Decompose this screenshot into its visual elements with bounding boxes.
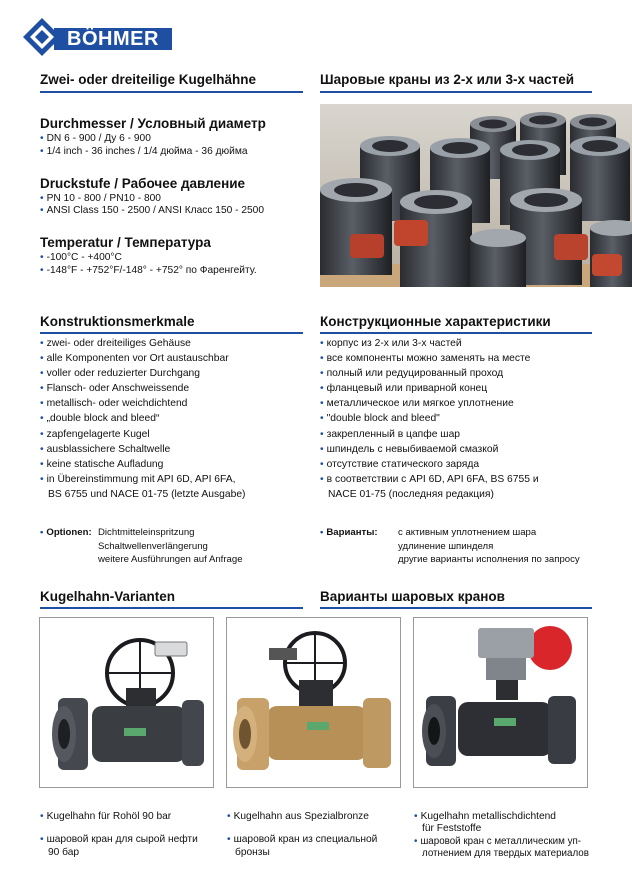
spec-item: • PN 10 - 800 / PN10 - 800 <box>40 192 161 204</box>
boehmer-logo <box>22 17 159 59</box>
list-item: • zwei- oder dreiteiliges Gehäuse <box>40 338 191 349</box>
spec-item: • ANSI Class 150 - 2500 / ANSI Класс 150 - 2500 <box>40 205 265 217</box>
list-item: • metallisch- oder weichdichtend <box>40 398 188 410</box>
option-item: Dichtmitteleinspritzung <box>98 527 195 538</box>
list-item: • ausblassichere Schaltwelle <box>40 443 171 455</box>
variants-rule-right <box>320 607 592 609</box>
spec-item: • 1/4 inch - 36 inches / 1/4 дюйма - 36 дюйма <box>40 145 248 157</box>
features-rule-right <box>320 332 592 334</box>
options-label-de: Optionen: <box>46 527 92 538</box>
features-title-ru: Конструкционные характеристики <box>320 314 551 329</box>
list-item: • Flansch- oder Anschweissende <box>40 383 190 395</box>
option-item: с активным уплотнением шара <box>398 527 537 538</box>
variant-caption-2 <box>227 811 402 859</box>
variant-caption-3 <box>414 811 599 861</box>
options-de: • Optionen: Dichtmitteleinspritzung Schaltwellenverlängerung weitere Ausführungen auf Anfrage <box>40 527 243 566</box>
variant-photo-crude-oil <box>39 617 214 788</box>
list-item: • металлическое или мягкое уплотнение <box>320 398 514 410</box>
list-item-continuation: NACE 01-75 (последняя редакция) <box>328 488 494 500</box>
spec-title-temperature: Temperatur / Температура <box>40 235 211 251</box>
header-title-de: Zwei- oder dreiteilige Kugelhähne <box>40 72 257 87</box>
caption-de: • Kugelhahn für Rohöl 90 bar <box>40 811 172 822</box>
header-title-ru: Шаровые краны из 2-х или 3-х частей <box>320 72 575 87</box>
caption-ru: • шаровой кран из специальной <box>227 834 378 846</box>
option-item: weitere Ausführungen auf Anfrage <box>98 554 243 566</box>
features-rule-left <box>40 332 303 334</box>
option-item: Schaltwellenverlängerung <box>98 540 208 552</box>
variants-title-de: Kugelhahn-Varianten <box>40 589 176 604</box>
list-item: • корпус из 2-х или 3-х частей <box>320 338 462 349</box>
spec-title-diameter: Durchmesser / Условный диаметр <box>40 116 266 131</box>
variant-photo-bronze <box>226 617 401 788</box>
caption-ru: • шаровой кран для сырой нефти <box>40 834 198 846</box>
list-item: • in Übereinstimmung mit API 6D, API 6FA, <box>40 473 236 485</box>
caption-ru-cont: бронзы <box>235 846 270 858</box>
hero-photo-valves <box>320 104 632 287</box>
spec-item: • -100°C - +400°C <box>40 252 122 264</box>
caption-ru: • шаровой кран с металлическим уп- <box>414 835 582 847</box>
spec-item: • -148°F - +752°F/-148° - +752° по Фаренгейту. <box>40 264 257 276</box>
variant-photo-metal-seated <box>413 617 588 788</box>
variant-caption-1 <box>40 811 215 859</box>
list-item: • keine statische Aufladung <box>40 458 164 470</box>
caption-de-cont: für Feststoffe <box>422 823 482 835</box>
header-rule-right <box>320 91 592 93</box>
features-title-de: Konstruktionsmerkmale <box>40 314 195 329</box>
list-item: • voller oder reduzierter Durchgang <box>40 368 200 380</box>
list-item: • отсутствие статического заряда <box>320 458 480 470</box>
specs-block <box>40 116 310 278</box>
features-list-de <box>40 336 310 502</box>
list-item: • шпиндель с невыбиваемой смазкой <box>320 443 499 455</box>
options-ru: • Варианты: с активным уплотнением шара удлинение шпинделя другие варианты исполнения по запросу <box>320 527 580 566</box>
options-label-ru: Варианты: <box>326 527 378 538</box>
list-item: • все компоненты можно заменять на месте <box>320 353 531 365</box>
option-item: другие варианты исполнения по запросу <box>398 554 580 566</box>
list-item: • в соответствии с API 6D, API 6FA, BS 6755 и <box>320 473 539 485</box>
list-item-continuation: BS 6755 und NACE 01-75 (letzte Ausgabe) <box>48 488 246 500</box>
spec-item: • DN 6 - 900 / Дy 6 - 900 <box>40 133 151 144</box>
list-item: • закрепленный в цапфе шар <box>320 428 461 440</box>
variants-rule-left <box>40 607 303 609</box>
list-item: • фланцевый или приварной конец <box>320 383 488 395</box>
variants-title-ru: Варианты шаровых кранов <box>320 589 505 604</box>
list-item: • полный или редуцированный проход <box>320 368 504 380</box>
list-item: • zapfengelagerte Kugel <box>40 428 150 440</box>
caption-ru-cont: 90 бар <box>48 846 80 858</box>
features-list-ru <box>320 336 620 502</box>
caption-de: • Kugelhahn aus Spezialbronze <box>227 811 369 822</box>
spec-title-pressure: Druckstufe / Рабочее давление <box>40 175 246 191</box>
option-item: удлинение шпинделя <box>398 540 494 552</box>
logo-text: BÖHMER <box>54 28 172 50</box>
header-rule-left <box>40 91 303 93</box>
caption-de: • Kugelhahn metallischdichtend <box>414 811 556 822</box>
list-item: • alle Komponenten vor Ort austauschbar <box>40 353 229 365</box>
list-item: • „double block and bleed“ <box>40 413 160 425</box>
caption-ru-cont: лотнением для твердых материалов <box>422 848 589 860</box>
list-item: • "double block and bleed" <box>320 413 440 425</box>
